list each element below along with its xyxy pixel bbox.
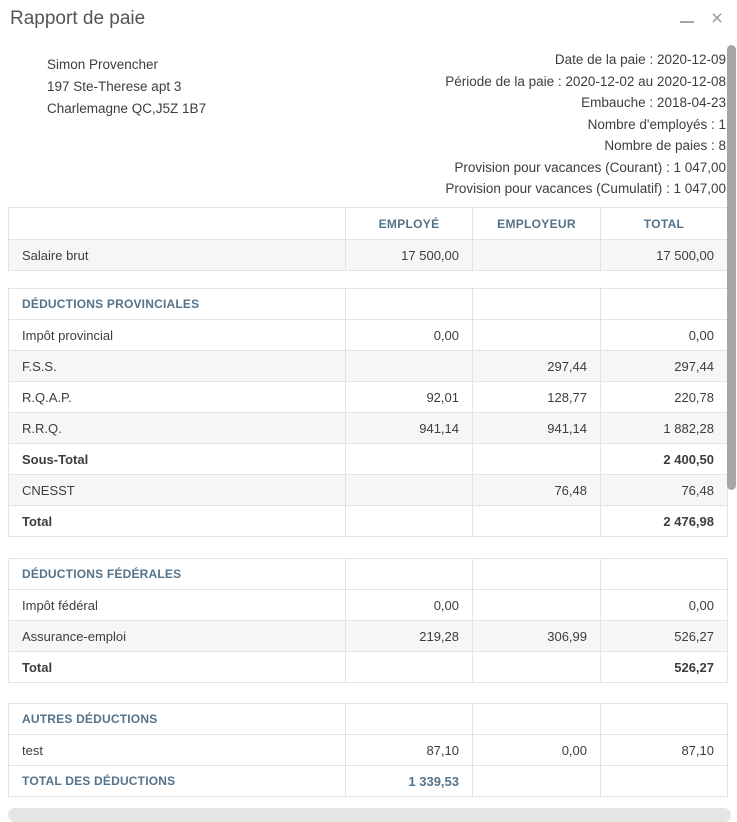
pay-count: Nombre de paies : 8	[604, 138, 726, 153]
gross-salary-table	[8, 207, 728, 271]
cell-employee	[346, 652, 473, 683]
row-label: Salaire brut	[9, 240, 346, 271]
row-label: Impôt fédéral	[9, 590, 346, 621]
section-blank-employer	[473, 704, 601, 735]
cell-total: 1 882,28	[601, 413, 728, 444]
cell-total: 526,27	[601, 621, 728, 652]
pay-info-block	[445, 49, 726, 200]
table-row	[9, 590, 728, 621]
minimize-button[interactable]	[675, 6, 699, 30]
section-blank-employer	[473, 289, 601, 320]
cell-employer: 306,99	[473, 621, 601, 652]
table-row	[9, 444, 728, 475]
cell-total: 2 476,98	[601, 506, 728, 537]
cell-employee: 1 339,53	[346, 766, 473, 797]
section-blank-total	[601, 289, 728, 320]
cell-employee: 941,14	[346, 413, 473, 444]
cell-total: 297,44	[601, 351, 728, 382]
row-label: Impôt provincial	[9, 320, 346, 351]
table-row	[9, 382, 728, 413]
cell-employer	[473, 506, 601, 537]
other-deductions-table	[8, 703, 728, 797]
cell-employee: 0,00	[346, 590, 473, 621]
row-label: test	[9, 735, 346, 766]
section-title: DÉDUCTIONS PROVINCIALES	[9, 289, 346, 320]
row-label: R.R.Q.	[9, 413, 346, 444]
vertical-scrollbar-thumb[interactable]	[727, 45, 736, 490]
table-row	[9, 621, 728, 652]
table-row	[9, 351, 728, 382]
table-row	[9, 240, 728, 271]
row-label: TOTAL DES DÉDUCTIONS	[9, 766, 346, 797]
table-row	[9, 766, 728, 797]
cell-employer: 297,44	[473, 351, 601, 382]
minimize-icon	[680, 21, 694, 23]
section-title-row	[9, 704, 728, 735]
cell-total: 0,00	[601, 590, 728, 621]
cell-employer	[473, 766, 601, 797]
table-row	[9, 475, 728, 506]
cell-employer	[473, 590, 601, 621]
provincial-deductions-table	[8, 288, 728, 537]
section-title: DÉDUCTIONS FÉDÉRALES	[9, 559, 346, 590]
cell-employer	[473, 652, 601, 683]
cell-total: 87,10	[601, 735, 728, 766]
cell-employee: 0,00	[346, 320, 473, 351]
cell-total: 2 400,50	[601, 444, 728, 475]
employee-address-line2: Charlemagne QC,J5Z 1B7	[47, 101, 207, 116]
cell-total	[601, 766, 728, 797]
vacation-provision-cumulative: Provision pour vacances (Cumulatif) : 1 047,00	[445, 181, 726, 196]
row-label: R.Q.A.P.	[9, 382, 346, 413]
pay-date: Date de la paie : 2020-12-09	[554, 52, 726, 67]
employee-count: Nombre d'employés : 1	[587, 116, 726, 132]
column-header-total: TOTAL	[601, 208, 728, 240]
cell-employee	[346, 444, 473, 475]
row-label: Total	[9, 652, 346, 683]
cell-total: 526,27	[601, 652, 728, 683]
section-title-row	[9, 289, 728, 320]
table-row	[9, 320, 728, 351]
cell-employee: 87,10	[346, 735, 473, 766]
table-row	[9, 413, 728, 444]
cell-employer	[473, 444, 601, 475]
employee-name: Simon Provencher	[47, 57, 159, 72]
cell-employee: 92,01	[346, 382, 473, 413]
section-blank-total	[601, 704, 728, 735]
cell-employee	[346, 506, 473, 537]
employee-address-line1: 197 Ste-Therese apt 3	[47, 79, 182, 94]
cell-employer: 76,48	[473, 475, 601, 506]
row-label: Assurance-emploi	[9, 621, 346, 652]
cell-total: 220,78	[601, 382, 728, 413]
dialog-titlebar	[0, 0, 737, 38]
section-blank-total	[601, 559, 728, 590]
cell-employer	[473, 240, 601, 271]
employee-address-block	[47, 54, 206, 120]
section-title-row	[9, 559, 728, 590]
section-blank-employee	[346, 559, 473, 590]
row-label: Sous-Total	[9, 444, 346, 475]
section-blank-employee	[346, 289, 473, 320]
cell-employer	[473, 320, 601, 351]
cell-employee: 17 500,00	[346, 240, 473, 271]
cell-total: 17 500,00	[601, 240, 728, 271]
bottom-partial-element	[8, 808, 731, 822]
cell-employee	[346, 475, 473, 506]
table-row	[9, 506, 728, 537]
cell-employer: 941,14	[473, 413, 601, 444]
hire-date: Embauche : 2018-04-23	[581, 95, 726, 110]
table-row	[9, 735, 728, 766]
column-header-row	[9, 208, 728, 240]
section-title: AUTRES DÉDUCTIONS	[9, 704, 346, 735]
dialog-title: Rapport de paie	[10, 8, 146, 29]
federal-deductions-table	[8, 558, 728, 683]
table-row	[9, 652, 728, 683]
pay-period: Période de la paie : 2020-12-02 au 2020-12-08	[445, 73, 726, 89]
section-blank-employee	[346, 704, 473, 735]
cell-employee: 219,28	[346, 621, 473, 652]
cell-employer: 128,77	[473, 382, 601, 413]
cell-employer: 0,00	[473, 735, 601, 766]
cell-total: 0,00	[601, 320, 728, 351]
close-button[interactable]	[705, 6, 729, 30]
column-header-employer: EMPLOYEUR	[473, 208, 601, 240]
vacation-provision-current: Provision pour vacances (Courant) : 1 047,00	[454, 159, 726, 175]
row-label: F.S.S.	[9, 351, 346, 382]
cell-total: 76,48	[601, 475, 728, 506]
close-icon: ×	[710, 6, 724, 30]
column-header-employee: EMPLOYÉ	[346, 208, 473, 240]
cell-employee	[346, 351, 473, 382]
column-header-blank	[9, 208, 346, 240]
section-blank-employer	[473, 559, 601, 590]
row-label: CNESST	[9, 475, 346, 506]
row-label: Total	[9, 506, 346, 537]
